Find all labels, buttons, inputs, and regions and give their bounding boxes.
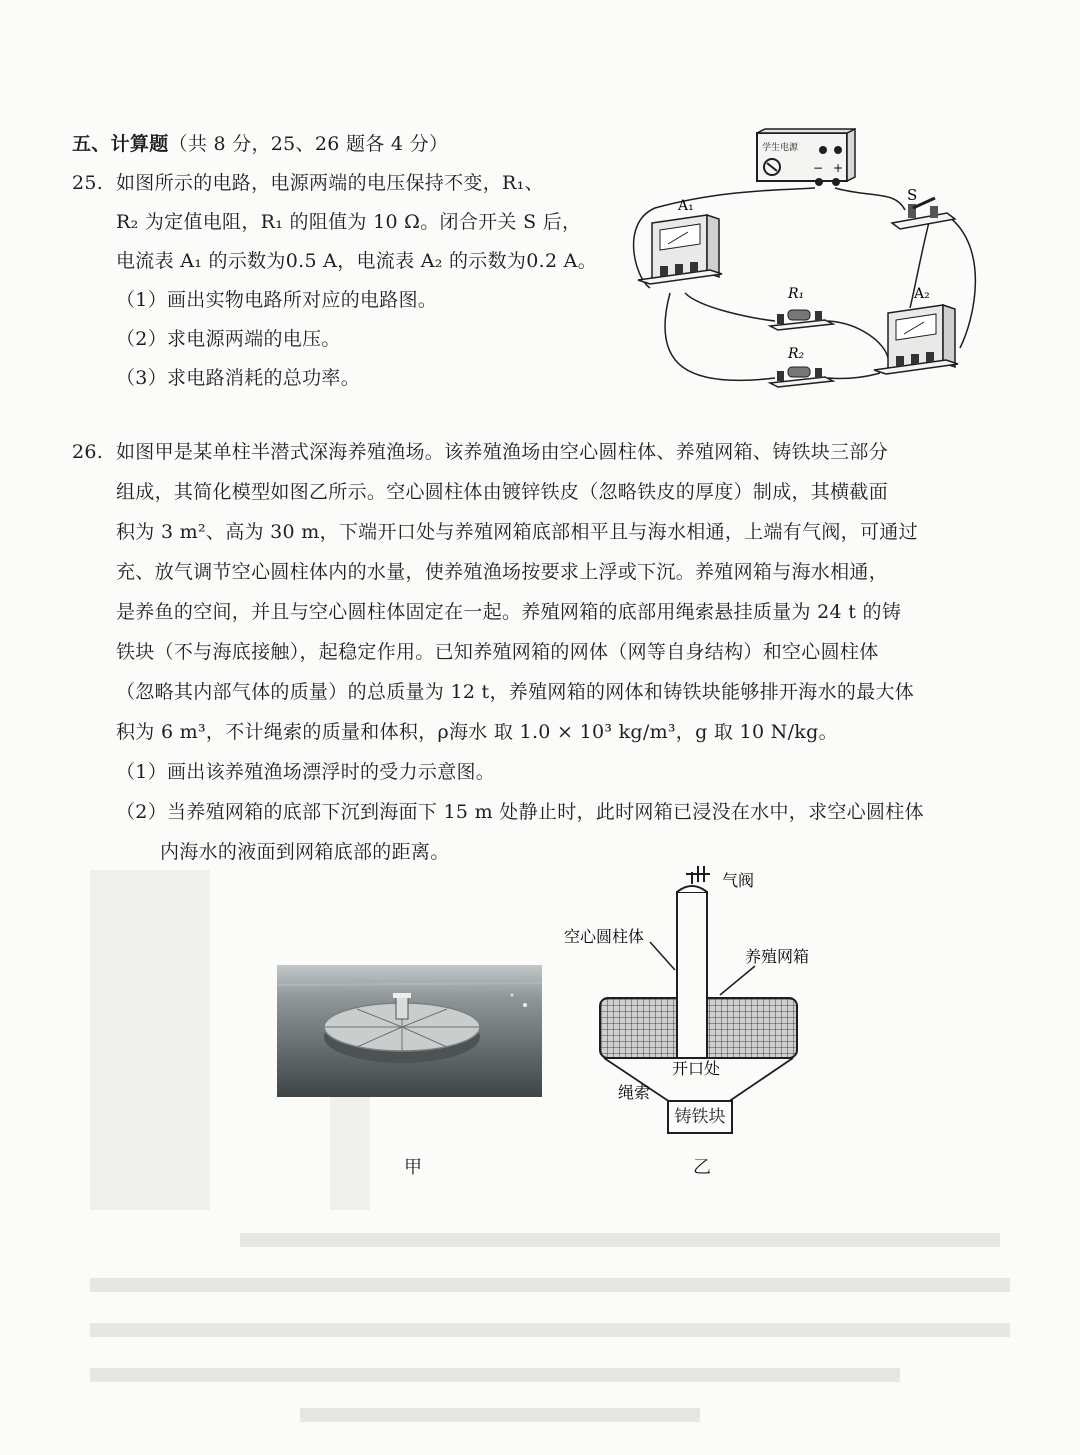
cylinder-label: 空心圆柱体 [564,927,645,946]
power-supply-label: 学生电源 [762,143,799,153]
q25-part-1: （1）画出实物电路所对应的电路图。 [116,289,438,311]
rope-label: 绳索 [618,1083,651,1102]
q26-number: 26. [72,441,104,463]
q26-part-2: （2）当养殖网箱的底部下沉到海面下 15 m 处静止时，此时网箱已浸没在水中，求空心圆柱体 [116,801,924,823]
section-score-note: （共 8 分，25、26 题各 4 分） [168,133,449,155]
fish-farm-photo-drawing [277,965,542,1097]
opening-label: 开口处 [672,1059,721,1078]
q26-line-6: 铁块（不与海底接触），起稳定作用。已知养殖网箱的网体（网等自身结构）和空心圆柱体 [116,641,879,663]
plus-label: + [833,161,844,175]
figure-b-caption: 乙 [693,1157,711,1178]
resistor-r2 [770,346,833,387]
iron-block: 铸铁块 [667,1100,733,1134]
fish-farm-photo [277,965,542,1097]
q26-line-5: 是养鱼的空间，并且与空心圆柱体固定在一起。养殖网箱的底部用绳索悬挂质量为 24 t 的铸 [116,601,902,623]
q26-text-1: 如图甲是某单柱半潜式深海养殖渔场。该养殖渔场由空心圆柱体、养殖网箱、铸铁块三部分 [116,441,889,463]
q25-text-1: 如图所示的电路，电源两端的电压保持不变，R₁、 [116,172,544,194]
air-valve [686,866,710,884]
q26-line-4: 充、放气调节空心圆柱体内的水量，使养殖渔场按要求上浮或下沉。养殖网箱与海水相通， [116,561,889,583]
power-supply [757,129,855,186]
minus-label: − [813,161,824,175]
hollow-cylinder [677,886,707,1058]
net-box-label: 养殖网箱 [745,947,810,966]
q25-line-3: 电流表 A₁ 的示数为0.5 A，电流表 A₂ 的示数为0.2 A。 [116,250,597,272]
q25-line-2: R₂ 为定值电阻，R₁ 的阻值为 10 Ω。闭合开关 S 后， [116,211,582,233]
ammeter2-label: A₂ [914,286,930,302]
q25-part-2: （2）求电源两端的电压。 [116,328,341,350]
switch-label: S [907,186,918,204]
ammeter-a2 [874,286,958,374]
fish-farm-schematic [560,862,840,1102]
q26-line-3: 积为 3 m²、高为 30 m，下端开口处与养殖网箱底部相平且与海水相通，上端有气阀，可通过 [116,521,918,543]
section-heading [72,130,448,158]
q26-line-8: 积为 6 m³，不计绳索的质量和体积，ρ海水 取 1.0 × 10³ kg/m³，g 取 10 N/kg。 [116,721,838,743]
ammeter1-label: A₁ [678,198,694,214]
q26-part-2-continued: 内海水的液面到网箱底部的距离。 [160,841,450,863]
q26-line-7: （忽略其内部气体的质量）的总质量为 12 t，养殖网箱的网体和铸铁块能够排开海水的最大体 [116,681,915,703]
resistor1-label: R₁ [788,286,805,302]
resistor-r1 [770,286,833,330]
q26-line-2: 组成，其简化模型如图乙所示。空心圆柱体由镀锌铁皮（忽略铁皮的厚度）制成，其横截面 [116,481,889,503]
resistor2-label: R₂ [788,346,805,362]
q25-number: 25. [72,172,104,194]
q25-line-1 [72,169,544,197]
figure-a-caption: 甲 [404,1157,422,1178]
q25-part-3: （3）求电路消耗的总功率。 [116,367,360,389]
section-title: 五、计算题 [72,133,169,155]
valve-label: 气阀 [722,871,755,890]
q26-part-1: （1）画出该养殖渔场漂浮时的受力示意图。 [116,761,496,783]
circuit-figure [630,128,980,398]
switch-s [892,186,955,229]
q26-line-1 [72,438,888,466]
